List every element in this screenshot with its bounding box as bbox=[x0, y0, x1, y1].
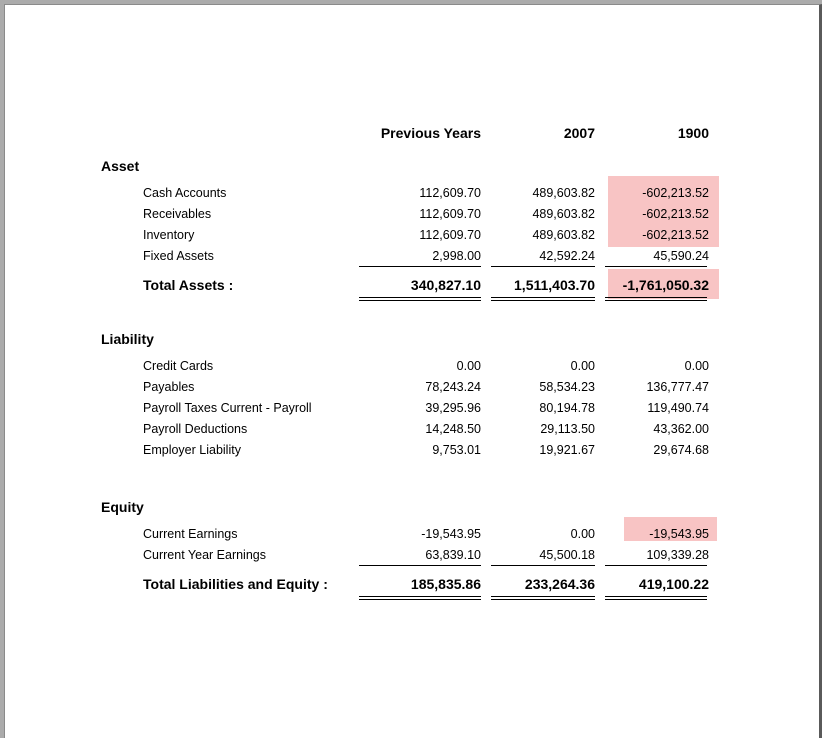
subtotal-rule bbox=[359, 565, 481, 566]
total-assets-2007: 1,511,403.70 bbox=[514, 277, 595, 293]
report-page bbox=[4, 4, 822, 738]
total-liabilities-equity-1900: 419,100.22 bbox=[638, 576, 709, 592]
row-value-2007: 489,603.82 bbox=[532, 207, 595, 221]
row-value-previous: 112,609.70 bbox=[419, 228, 481, 242]
total-liabilities-equity-label: Total Liabilities and Equity : bbox=[143, 576, 328, 592]
subtotal-rule bbox=[491, 565, 595, 566]
total-assets-1900: -1,761,050.32 bbox=[622, 277, 709, 293]
row-label: Inventory bbox=[143, 228, 195, 242]
row-value-1900: -602,213.52 bbox=[642, 228, 709, 242]
row-value-previous: 63,839.10 bbox=[425, 548, 481, 562]
row-value-2007: 29,113.50 bbox=[540, 422, 595, 436]
row-label: Fixed Assets bbox=[143, 249, 214, 263]
row-value-1900: -602,213.52 bbox=[642, 186, 709, 200]
subtotal-rule bbox=[491, 266, 595, 267]
row-value-previous: 112,609.70 bbox=[419, 207, 481, 221]
section-title-asset: Asset bbox=[101, 158, 140, 174]
row-value-previous: 14,248.50 bbox=[425, 422, 481, 436]
row-value-1900: 43,362.00 bbox=[653, 422, 709, 436]
row-label: Payroll Taxes Current - Payroll bbox=[143, 401, 312, 415]
total-double-rule bbox=[605, 596, 707, 600]
row-value-1900: 45,590.24 bbox=[653, 249, 709, 263]
row-value-2007: 489,603.82 bbox=[532, 228, 595, 242]
row-value-1900: 0.00 bbox=[684, 359, 709, 373]
subtotal-rule bbox=[605, 565, 707, 566]
total-double-rule bbox=[491, 596, 595, 600]
row-value-previous: 0.00 bbox=[456, 359, 481, 373]
row-value-previous: -19,543.95 bbox=[421, 527, 481, 541]
row-value-2007: 489,603.82 bbox=[532, 186, 595, 200]
total-liabilities-equity-2007: 233,264.36 bbox=[524, 576, 595, 592]
row-value-1900: 29,674.68 bbox=[653, 443, 709, 457]
total-double-rule bbox=[605, 297, 707, 301]
row-value-2007: 0.00 bbox=[570, 527, 595, 541]
total-assets-label: Total Assets : bbox=[143, 277, 234, 293]
total-double-rule bbox=[359, 596, 481, 600]
row-label: Payroll Deductions bbox=[143, 422, 248, 436]
section-title-liability: Liability bbox=[101, 331, 154, 347]
subtotal-rule bbox=[359, 266, 481, 267]
row-value-1900: 136,777.47 bbox=[646, 380, 709, 394]
row-value-2007: 0.00 bbox=[570, 359, 595, 373]
row-label: Cash Accounts bbox=[143, 186, 227, 200]
row-value-1900: 109,339.28 bbox=[646, 548, 709, 562]
row-value-1900: -602,213.52 bbox=[642, 207, 709, 221]
row-value-2007: 42,592.24 bbox=[539, 249, 595, 263]
row-value-2007: 58,534.23 bbox=[539, 380, 595, 394]
row-value-previous: 2,998.00 bbox=[432, 249, 481, 263]
col-header-2007: 2007 bbox=[563, 125, 595, 141]
row-value-2007: 45,500.18 bbox=[539, 548, 595, 562]
row-value-2007: 80,194.78 bbox=[539, 401, 595, 415]
row-value-1900: -19,543.95 bbox=[649, 527, 709, 541]
row-label: Current Year Earnings bbox=[143, 548, 266, 562]
col-header-1900: 1900 bbox=[677, 125, 709, 141]
row-label: Payables bbox=[143, 380, 195, 394]
total-assets-previous: 340,827.10 bbox=[410, 277, 481, 293]
subtotal-rule bbox=[605, 266, 707, 267]
row-label: Receivables bbox=[143, 207, 212, 221]
row-value-previous: 9,753.01 bbox=[432, 443, 481, 457]
section-title-equity: Equity bbox=[101, 499, 144, 515]
row-label: Employer Liability bbox=[143, 443, 241, 457]
row-value-previous: 78,243.24 bbox=[425, 380, 481, 394]
row-value-1900: 119,490.74 bbox=[647, 401, 709, 415]
row-label: Current Earnings bbox=[143, 527, 238, 541]
row-value-previous: 39,295.96 bbox=[425, 401, 481, 415]
col-header-previous-years: Previous Years bbox=[380, 125, 481, 141]
row-value-2007: 19,921.67 bbox=[539, 443, 595, 457]
row-value-previous: 112,609.70 bbox=[419, 186, 481, 200]
row-label: Credit Cards bbox=[143, 359, 214, 373]
total-double-rule bbox=[491, 297, 595, 301]
total-double-rule bbox=[359, 297, 481, 301]
total-liabilities-equity-previous: 185,835.86 bbox=[410, 576, 481, 592]
